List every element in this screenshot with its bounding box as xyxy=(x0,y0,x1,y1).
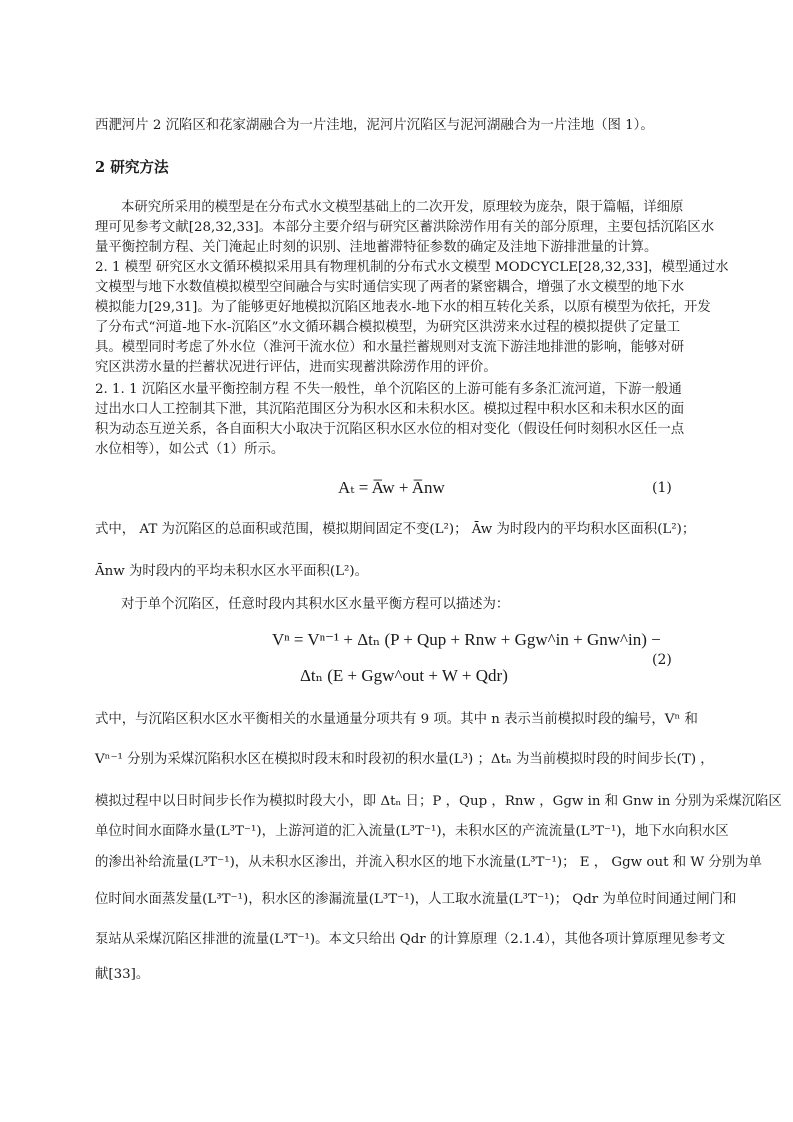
paragraph-line: 究区洪涝水量的拦蓄状况进行评估，进而实现蓄洪除涝作用的评价。 xyxy=(95,360,497,375)
paragraph-line: 本研究所采用的模型是在分布式水文模型基础上的二次开发，原理较为庞杂，限于篇幅，详细原 xyxy=(121,200,684,215)
paragraph-line: 对于单个沉陷区，任意时段内其积水区水量平衡方程可以描述为： xyxy=(121,597,510,612)
paragraph-line: 文模型与地下水数值模拟模型空间融合与实时通信实现了两者的紧密耦合，增强了水文模型的地下水 xyxy=(95,280,685,295)
paragraph-line: 式中， AT 为沉陷区的总面积或范围，模拟期间固定不变(L²)； Āw 为时段内的平均积水区面积(L²)； xyxy=(95,522,696,537)
paragraph-line: Vⁿ⁻¹ 分别为采煤沉陷积水区在模拟时段末和时段初的积水量(L³) ；Δtₙ 为当前模拟时段的时间步长(T) ， xyxy=(95,752,714,767)
paragraph-line: 理可见参考文献[28,32,33]。本部分主要介绍与研究区蓄洪除涝作用有关的部分原理，主要包括沉陷区水 xyxy=(95,220,715,235)
paragraph-line: 2. 1 模型 研究区水文循环模拟采用具有物理机制的分布式水文模型 MODCYCLE[28,32,33]，模型通过水 xyxy=(95,260,729,275)
paragraph-line: 西淝河片 2 沉陷区和花家湖融合为一片洼地，泥河片沉陷区与泥河湖融合为一片洼地（图 1）。 xyxy=(95,118,654,133)
paragraph-line: 过出水口人工控制其下泄，其沉陷范围区分为积水区和未积水区。模拟过程中积水区和未积水区的面 xyxy=(95,402,685,417)
paragraph-line: 模拟能力[29,31]。为了能够更好地模拟沉陷区地表水-地下水的相互转化关系，以原有模型为依托，开发 xyxy=(95,300,711,315)
paragraph-line: 式中，与沉陷区积水区水平衡相关的水量通量分项共有 9 项。其中 n 表示当前模拟时段的编号，Vⁿ 和 xyxy=(95,712,698,727)
paragraph-line: 了分布式“河道-地下水-沉陷区”水文循环耦合模拟模型，为研究区洪涝来水过程的模拟提供了定量工 xyxy=(95,320,681,335)
paragraph-line: 具。模型同时考虑了外水位（淮河干流水位）和水量拦蓄规则对支流下游洼地排泄的影响，能够对研 xyxy=(95,340,685,355)
paragraph-line: Ānw 为时段内的平均未积水区水平面积(L²)。 xyxy=(95,564,368,579)
paragraph-line: 单位时间水面降水量(L³T⁻¹)，上游河道的汇入流量(L³T⁻¹)，未积水区的产流流量(L³T⁻¹)，地下水向积水区 xyxy=(95,824,729,839)
equation-1: Aₜ = A̅w + A̅nw xyxy=(338,478,445,497)
paragraph-line: 的渗出补给流量(L³T⁻¹)，从未积水区渗出，并流入积水区的地下水流量(L³T⁻¹)； E ， Ggw out 和 W 分别为单 xyxy=(95,855,762,870)
equation-2-line2: Δtₙ (E + Ggw^out + W + Qdr) xyxy=(300,666,508,685)
paragraph-line: 位时间水面蒸发量(L³T⁻¹)，积水区的渗漏流量(L³T⁻¹)，人工取水流量(L³T⁻¹)； Qdr 为单位时间通过闸门和 xyxy=(95,892,737,907)
paragraph-line: 量平衡控制方程、关门淹起止时刻的识别、洼地蓄滞特征参数的确定及洼地下游排泄量的计算。 xyxy=(95,240,658,255)
equation-2-line1: Vⁿ = Vⁿ⁻¹ + Δtₙ (P + Qup + Rnw + Ggw^in + Gnw^in) − xyxy=(272,630,661,649)
paragraph-line: 水位相等），如公式（1）所示。 xyxy=(95,442,285,457)
paragraph-line: 2. 1. 1 沉陷区水量平衡控制方程 不失一般性，单个沉陷区的上游可能有多条汇流河道，下游一般通 xyxy=(95,382,682,397)
paragraph-line: 积为动态互逆关系，各自面积大小取决于沉陷区积水区水位的相对变化（假设任何时刻积水区任一点 xyxy=(95,422,685,437)
section-heading: 2 研究方法 xyxy=(95,159,169,176)
paragraph-line: 泵站从采煤沉陷区排泄的流量(L³T⁻¹)。本文只给出 Qdr 的计算原理（2.1.4），其他各项计算原理见参考文 xyxy=(95,932,726,947)
equation-number: (2) xyxy=(652,652,672,668)
paragraph-line: 献[33]。 xyxy=(95,967,150,982)
equation-number: (1) xyxy=(652,480,672,496)
paragraph-line: 模拟过程中以日时间步长作为模拟时段大小，即 Δtₙ 日；P ，Qup ，Rnw ，Ggw in 和 Gnw in 分别为采煤沉陷区 xyxy=(95,794,782,809)
